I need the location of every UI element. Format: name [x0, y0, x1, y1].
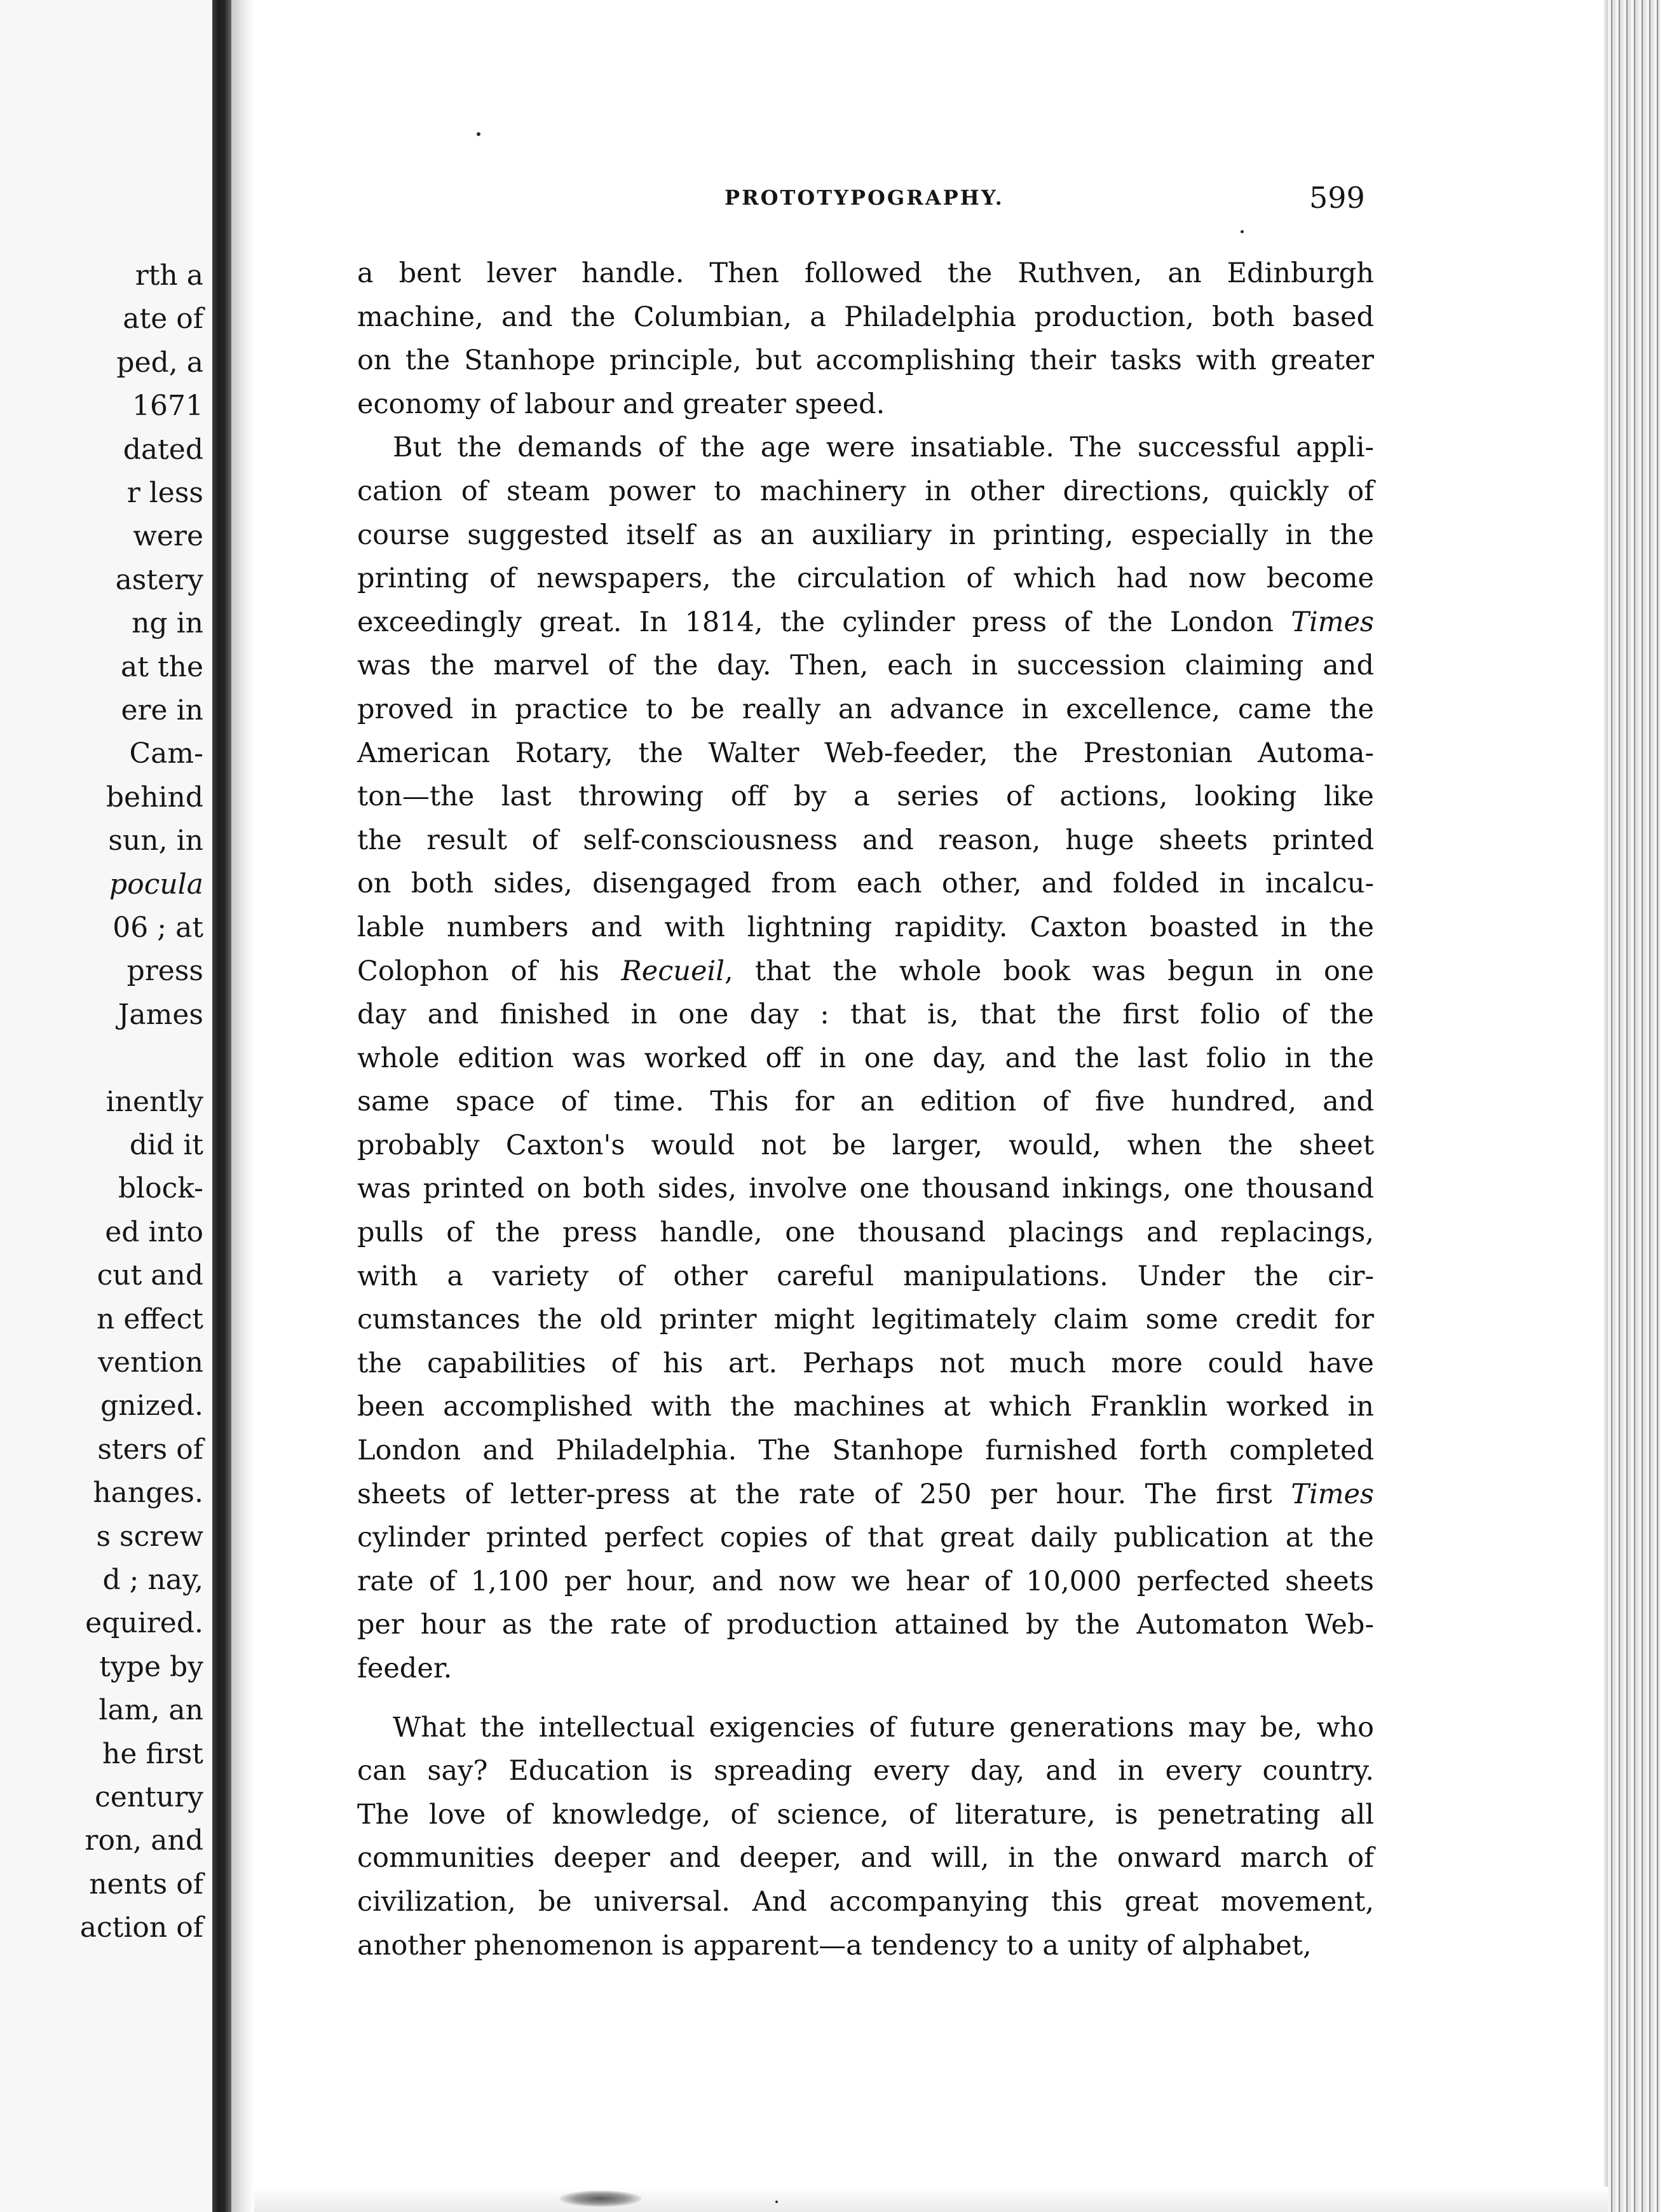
facing-page-line: ere in [121, 694, 203, 727]
facing-page-line: ron, and [85, 1824, 203, 1857]
text-line: printing of newspapers, the circulation of which had now become [357, 563, 1374, 595]
facing-page-line: s screw [96, 1520, 203, 1553]
facing-page-line: sters of [97, 1433, 203, 1466]
text-line: proved in practice to be really an advance in excellence, came the [357, 693, 1374, 725]
text-line: on the Stanhope principle, but accomplishing their tasks with greater [357, 345, 1374, 377]
book-gutter [212, 0, 231, 2212]
text-line: American Rotary, the Walter Web-feeder, the Prestonian Automa- [357, 737, 1374, 769]
text-line: was the marvel of the day. Then, each in succession claiming and [357, 650, 1374, 682]
text-line: a bent lever handle. Then followed the Ruthven, an Edinburgh [357, 257, 1374, 289]
facing-page-line: block- [118, 1172, 203, 1205]
scan-smudge [559, 2190, 642, 2207]
paragraph [357, 252, 1374, 426]
text-line: whole edition was worked off in one day, and the last folio in the [357, 1042, 1374, 1074]
facing-page-line: hanges. [93, 1477, 203, 1510]
text-line: on both sides, disengaged from each other, and folded in incalcu- [357, 868, 1374, 900]
facing-page-line: astery [115, 563, 203, 596]
text-line: cylinder printed perfect copies of that great daily publication at the [357, 1522, 1374, 1554]
text-line: civilization, be universal. And accompanying this great movement, [357, 1885, 1374, 1918]
facing-page-line: inently [105, 1085, 203, 1118]
text-line: with a variety of other careful manipulations. Under the cir- [357, 1260, 1374, 1292]
text-line: The love of knowledge, of science, of literature, is penetrating all [357, 1798, 1374, 1831]
text-line: exceedingly great. In 1814, the cylinder press of the London Times [357, 606, 1374, 638]
text-line: machine, and the Columbian, a Philadelphia production, both based [357, 301, 1374, 333]
page-number: 599 [1309, 181, 1365, 215]
text-line: feeder. [357, 1653, 452, 1684]
text-line: day and finished in one day : that is, that the first folio of the [357, 999, 1374, 1031]
text-line: per hour as the rate of production attained by the Automaton Web- [357, 1609, 1374, 1641]
text-line: the result of self-consciousness and reason, huge sheets printed [357, 824, 1374, 856]
facing-page-line: rth a [135, 259, 203, 292]
scan-speck [1241, 230, 1244, 233]
text-line: course suggested itself as an auxiliary in printing, especially in the [357, 519, 1374, 551]
facing-page-line: century [95, 1781, 203, 1813]
facing-page-line: type by [99, 1650, 203, 1683]
facing-page-line: were [133, 520, 203, 553]
facing-page-line: vention [98, 1346, 203, 1379]
facing-page-line: Cam- [129, 737, 203, 770]
text-line: Colophon of his Recueil, that the whole book was begun in one [357, 955, 1374, 987]
facing-page-line: action of [79, 1911, 203, 1944]
facing-page-line: lam, an [99, 1694, 203, 1727]
facing-page-line: pocula [109, 868, 203, 901]
paragraph [357, 1706, 1374, 1968]
facing-page-line: 1671 [132, 390, 203, 423]
facing-page-line: dated [123, 433, 203, 466]
facing-page-line: d ; nay, [102, 1564, 203, 1596]
page-bottom-shadow [254, 2187, 1608, 2212]
text-line: rate of 1,100 per hour, and now we hear of 10,000 perfected sheets [357, 1565, 1374, 1597]
text-line: ton—the last throwing off by a series of actions, looking like [357, 781, 1374, 813]
paragraph [357, 426, 1374, 1690]
text-line: sheets of letter-press at the rate of 250 per hour. The first Times [357, 1478, 1374, 1510]
facing-page-line: at the [121, 650, 203, 683]
text-line: same space of time. This for an edition of five hundred, and [357, 1086, 1374, 1118]
text-line: been accomplished with the machines at which Franklin worked in [357, 1391, 1374, 1423]
body-text [357, 252, 1374, 1967]
facing-page-line: press [126, 955, 203, 988]
text-line: was printed on both sides, involve one thousand inkings, one thousand [357, 1173, 1374, 1205]
text-line: cation of steam power to machinery in other directions, quickly of [357, 475, 1374, 507]
text-line: London and Philadelphia. The Stanhope furnished forth completed [357, 1435, 1374, 1467]
facing-page-line: ng in [132, 607, 203, 640]
text-line: probably Caxton's would not be larger, would, when the sheet [357, 1129, 1374, 1161]
text-line: What the intellectual exigencies of future generations may be, who [393, 1711, 1374, 1744]
text-line: another phenomenon is apparent—a tendency to a unity of alphabet, [357, 1929, 1312, 1962]
gutter-shadow [231, 0, 254, 2212]
facing-page-line: gnized. [100, 1389, 203, 1423]
facing-page-line: 06 ; at [112, 911, 203, 944]
facing-page-edge [0, 0, 212, 2212]
facing-page-line: did it [129, 1129, 203, 1161]
text-line: can say? Education is spreading every day, and in every country. [357, 1755, 1374, 1787]
facing-page-line: James [118, 998, 203, 1031]
text-line: the capabilities of his art. Perhaps not much more could have [357, 1347, 1374, 1379]
facing-page-line: he first [102, 1737, 203, 1770]
facing-page-line: ped, a [116, 346, 203, 379]
facing-page-line: behind [105, 781, 203, 814]
text-line: economy of labour and greater speed. [357, 388, 885, 420]
page-block-edges [1608, 0, 1660, 2212]
facing-page-line: equired. [85, 1607, 203, 1640]
text-line: pulls of the press handle, one thousand placings and replacings, [357, 1217, 1374, 1249]
text-line: But the demands of the age were insatiable. The successful appli- [393, 432, 1374, 464]
facing-page-line: r less [126, 477, 203, 509]
running-title: PROTOTYPOGRAPHY. [725, 186, 1004, 210]
facing-page-line: nents of [89, 1867, 203, 1901]
facing-page-line: ed into [105, 1215, 203, 1248]
text-line: lable numbers and with lightning rapidity. Caxton boasted in the [357, 911, 1374, 943]
facing-page-line: sun, in [108, 824, 203, 857]
text-line: communities deeper and deeper, and will, in the onward march of [357, 1842, 1374, 1874]
facing-page-line: cut and [97, 1259, 203, 1292]
facing-page-line: ate of [123, 303, 203, 336]
text-line: cumstances the old printer might legitimately claim some credit for [357, 1304, 1374, 1336]
scan-speck [775, 2201, 778, 2203]
facing-page-line: n effect [97, 1302, 203, 1335]
scan-speck [477, 132, 480, 136]
